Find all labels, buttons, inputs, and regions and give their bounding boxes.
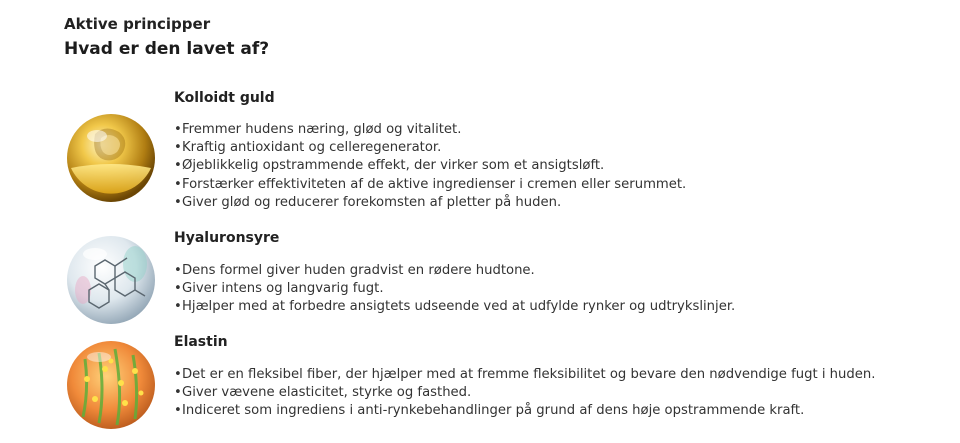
list-item: •Kraftig antioxidant og celleregenerator. (174, 140, 442, 156)
list-item: •Giver vævene elasticitet, styrke og fasthed. (174, 385, 472, 401)
list-item: •Det er en fleksibel fiber, der hjælper med at fremme fleksibilitet og bevare den nødvendige fugt i huden. (174, 367, 876, 382)
ingredient-name: Hyaluronsyre (174, 230, 280, 246)
ingredient-benefits-list (174, 366, 875, 421)
fiber-sphere-icon (65, 339, 157, 431)
list-item: •Forstærker effektiviteten af de aktive ingredienser i cremen eller serummet. (174, 176, 687, 192)
list-item: •Øjeblikkelig opstrammende effekt, der virker som et ansigtsløft. (174, 158, 605, 174)
molecule-sphere-icon (65, 234, 157, 326)
ingredient-name: Elastin (174, 334, 228, 350)
ingredient-name: Kolloidt guld (174, 90, 275, 106)
list-item: •Hjælper med at forbedre ansigtets udseende ved at udfylde rynker og udtrykslinjer. (174, 299, 736, 315)
list-item: •Dens formel giver huden gradvist en rødere hudtone. (174, 263, 535, 278)
list-item: •Fremmer hudens næring, glød og vitalitet. (174, 122, 462, 137)
section-kicker: Aktive principper (64, 15, 211, 33)
ingredient-benefits-list (174, 262, 735, 317)
ingredient-benefits-list (174, 121, 686, 212)
gold-sphere-icon (65, 112, 157, 204)
list-item: •Indiceret som ingrediens i anti-rynkebehandlinger på grund af dens høje opstrammende kraft. (174, 403, 805, 419)
list-item: •Giver glød og reducerer forekomsten af pletter på huden. (174, 194, 562, 210)
list-item: •Giver intens og langvarig fugt. (174, 281, 384, 297)
section-title: Hvad er den lavet af? (64, 39, 270, 59)
